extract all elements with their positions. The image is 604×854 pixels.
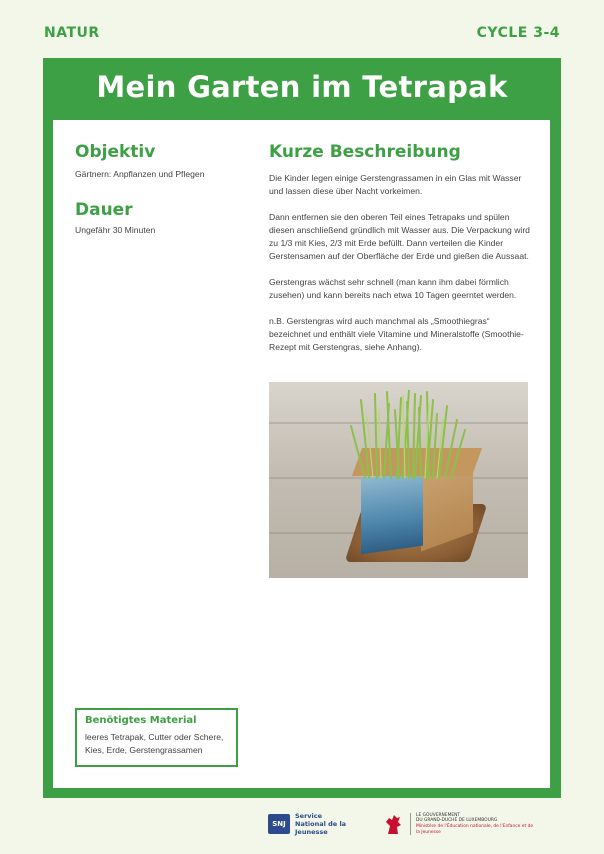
duration-text: Ungefähr 30 Minuten bbox=[75, 225, 156, 235]
duration-heading: Dauer bbox=[75, 200, 133, 220]
objective-text: Gärtnern: Anpflanzen und Pflegen bbox=[75, 169, 205, 179]
description-heading: Kurze Beschreibung bbox=[269, 142, 461, 162]
description-paragraph: Die Kinder legen einige Gerstengrassamen in ein Glas mit Wasser und lassen diese über Nacht vorkeimen. bbox=[269, 173, 522, 196]
description-paragraph: n.B. Gerstengras wird auch manchmal als „Smoothiegras“ bezeichnet und enthält viele Vitamine und Mineralstoffe (Smoothie-Rezept mit Gerstengras, siehe Anhang). bbox=[269, 316, 524, 352]
description-section bbox=[269, 142, 533, 367]
materials-text: leeres Tetrapak, Cutter oder Schere, Kies, Erde, Gerstengrassamen bbox=[85, 732, 224, 755]
activity-card bbox=[43, 58, 561, 798]
objective-heading: Objektiv bbox=[75, 142, 156, 162]
description-paragraph: Gerstengras wächst sehr schnell (man kann ihm dabei förmlich zusehen) und kann bereits nach etwa 10 Tagen geerntet werden. bbox=[269, 277, 517, 300]
materials-heading: Benötigtes Material bbox=[85, 715, 197, 726]
category-label: NATUR bbox=[44, 25, 100, 41]
snj-name: Service National de la Jeunesse bbox=[295, 812, 347, 836]
description-paragraph: Dann entfernen sie den oberen Teil eines Tetrapaks und spülen diesen anschließend gründlich mit Wasser aus. Die Verpackung wird zu 1/3 mit Kies, 2/3 mit Erde befüllt. Dann verteilen die Kinder Gerstensamen auf der Oberfläche der Erde und gießen die Aussaat. bbox=[269, 212, 530, 261]
red-lion-icon bbox=[382, 812, 404, 836]
snj-logo bbox=[268, 812, 351, 836]
gov-line-3: Ministère de l'Éducation nationale, de l'Enfance et de la Jeunesse bbox=[416, 824, 534, 835]
tetrapak-garden-photo bbox=[269, 382, 528, 578]
barley-grass-image bbox=[339, 390, 489, 480]
gov-line-2: DU GRAND-DUCHÉ DE LUXEMBOURG bbox=[416, 818, 498, 824]
materials-box bbox=[75, 708, 238, 767]
cycle-label: CYCLE 3-4 bbox=[476, 25, 560, 41]
card-content bbox=[53, 120, 550, 788]
gov-line-1: LE GOUVERNEMENT bbox=[416, 812, 461, 818]
page-title: Mein Garten im Tetrapak bbox=[96, 70, 508, 104]
snj-badge-icon: SNJ bbox=[268, 814, 290, 834]
government-logo bbox=[382, 812, 536, 836]
